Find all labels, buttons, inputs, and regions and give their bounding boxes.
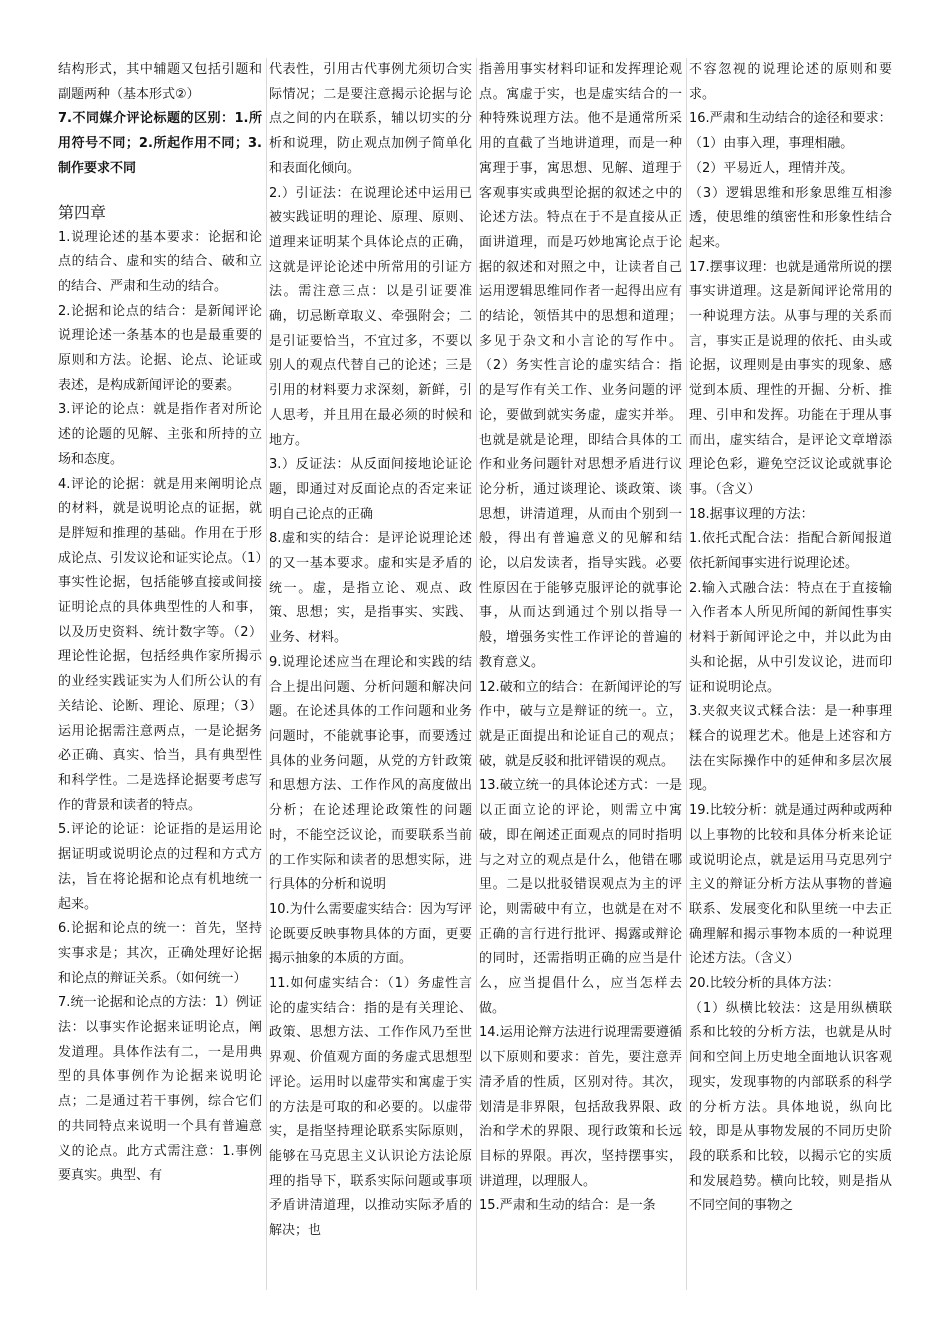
paragraph: 16.严肃和生动结合的途径和要求： xyxy=(689,111,892,127)
chapter-heading: 第四章 xyxy=(58,202,107,222)
paragraph: 1.依托式配合法：指配合新闻报道依托新闻事实进行说理论述。 xyxy=(689,531,892,572)
paragraph: （2）平易近人，理情并茂。 xyxy=(689,160,854,176)
text-column-3 xyxy=(476,58,686,1290)
paragraph: 17.摆事议理：也就是通常所说的摆事实讲道理。这是新闻评论常用的一种说理方法。从事与理的关系而言，事实正是说理的依托、由头或论据，议理则是由事实的现象、感觉到本质、理性的开掘、分析、推理、引申和发挥。功能在于理从事而出，虚实结合，是评论文章增添理论色彩，避免空泛议论或就事论事。（含义） xyxy=(689,259,892,497)
paragraph: 12.破和立的结合：在新闻评论的写作中，破与立是辩证的统一。立，就是正面提出和论证自己的观点；破，就是反驳和批评错误的观点。 xyxy=(479,679,682,769)
paragraph: 指善用事实材料印证和发挥理论观点。寓虚于实，也是虚实结合的一种特殊说理方法。他不是通常所采用的直截了当地讲道理，而是一种寓理于事，寓思想、见解、道理于客观事实或典型论据的叙述之中的论述方法。特点在于不是直接从正面讲道理，而是巧妙地寓论点于论据的叙述和对照之中，让读者自己运用逻辑思维同作者一起得出应有的结论，领悟其中的思想和道理；多见于杂文和小言论的写作中。（2）务实性言论的虚实结合：指的是写作有关工作、业务问题的评论，要做到就实务虚，虚实并举。也就是就是论理，即结合具体的工作和业务问题针对思想矛盾进行议论分析，通过谈理论、谈政策、谈思想，讲清道理，从而由个别到一般，得出有普遍意义的见解和结论，以启发读者，指导实践。必要性原因在于能够克服评论的就事论事，从而达到通过个别以指导一般，增强务实性工作评论的普遍的教育意义。 xyxy=(479,62,682,670)
paragraph: （3）逻辑思维和形象思维互相渗透，使思维的缜密性和形象性结合起来。 xyxy=(689,185,892,250)
text-column-4 xyxy=(686,58,896,1290)
paragraph: 19.比较分析：就是通过两种或两种以上事物的比较和具体分析来论证或说明论点，就是运用马克思列宁主义的辩证分析方法从事物的普遍联系、发展变化和队里统一中去正确理解和揭示事物本质的一种说理论述方法。（含义） xyxy=(689,803,892,967)
paragraph: （1）由事入理，事理相融。 xyxy=(689,136,854,152)
paragraph: （1）纵横比较法：这是用纵横联系和比较的分析方法，也就是从时间和空间上历史地全面地认识客观现实，发现事物的内部联系的科学的分析方法。具体地说，纵向比较，即是从事物发展的不同历史阶段的联系和比较，以揭示它的实质和发展趋势。横向比较，则是指从不同空间的事物之 xyxy=(689,1000,892,1214)
text-column-2 xyxy=(266,58,476,1290)
paragraph: 15.严肃和生动的结合：是一条 xyxy=(479,1198,656,1214)
document-page xyxy=(56,58,898,1290)
paragraph: 2.）引证法：在说理论述中运用已被实践证明的理论、原理、原则、道理来证明某个具体论点的正确，这就是评论论述中所常用的引证方法。需注意三点：以是引证要准确，切忌断章取义、牵强附会；二是引证要恰当，不宜过多，不要以别人的观点代替自己的论述；三是引用的材料要力求深刻，新鲜，引人思考，并且用在最必须的时候和地方。 xyxy=(269,185,472,448)
paragraph: 7.统一论据和论点的方法：1）例证法：以事实作论据来证明论点，阐发道理。具体作法有二，一是用典型的具体事例作为论据来说明论点；二是通过若干事例，综合它们的共同特点来说明一个具有普遍意义的论点。此方式需注意：1.事例要真实。典型、有 xyxy=(58,995,262,1184)
text-column-1 xyxy=(56,58,266,1290)
paragraph: 10.为什么需要虚实结合：因为写评论既要反映事物具体的方面，更要揭示抽象的本质的方面。 xyxy=(269,901,472,967)
paragraph: 3.夹叙夹议式糅合法：是一种事理糅合的说理艺术。他是上述容和方法在实际操作中的延伸和多层次展现。 xyxy=(689,704,892,794)
paragraph: 不容忽视的说理论述的原则和要求。 xyxy=(689,62,892,102)
paragraph: 2.输入式融合法：特点在于直接输入作者本人所见所闻的新闻性事实材料于新闻评论之中，并以此为由头和论据，从中引发议论，进而印证和说明论点。 xyxy=(689,580,892,695)
paragraph: 9.说理论述应当在理论和实践的结合上提出问题、分析问题和解决问题。在论述具体的工作问题和业务问题时，不能就事论事，而要透过具体的业务问题，从党的方针政策和思想方法、工作作风的高度做出分析；在论述理论政策性的问题时，不能空泛议论，而要联系当前的工作实际和读者的思想实际，进行具体的分析和说明 xyxy=(269,654,472,893)
paragraph: 18.据事议理的方法： xyxy=(689,506,814,522)
paragraph: 6.论据和论点的统一：首先，坚持实事求是；其次，正确处理好论据和论点的辩证关系。（如何统一） xyxy=(58,921,262,986)
paragraph: 14.运用论辩方法进行说理需要遵循以下原则和要求：首先，要注意弄清矛盾的性质，区别对待。其次，划清是非界限，包括敌我界限、政治和学术的界限、现行政策和长远目标的界限。再次，坚持摆事实，讲道理，以理服人。 xyxy=(479,1025,682,1189)
paragraph: 3.）反证法：从反面间接地论证论题，即通过对反面论点的否定来证明自己论点的正确 xyxy=(269,457,472,522)
paragraph: 11.如何虚实结合：（1）务虚性言论的虚实结合：指的是有关理论、政策、思想方法、工作作风乃至世界观、价值观方面的务虚式思想型评论。运用时以虚带实和寓虚于实的方法是可取的和必要的。以虚带实，是指坚持理论联系实际原则，能够在马克思主义认识论方法论原理的指导下，联系实际问题或事项矛盾讲清道理，以推动实际矛盾的解决；也 xyxy=(269,976,472,1239)
paragraph: 代表性，引用古代事例尤须切合实际情况；二是要注意揭示论据与论点之间的内在联系，辅以切实的分析和说理，防止观点加例子简单化和表面化倾向。 xyxy=(269,62,472,176)
paragraph: 20.比较分析的具体方法： xyxy=(689,976,840,992)
paragraph: 1.说理论述的基本要求：论据和论点的结合、虚和实的结合、破和立的结合、严肃和生动的结合。 xyxy=(58,229,262,294)
paragraph-bold: 7.不同媒介评论标题的区别：1.所用符号不同；2.所起作用不同；3.制作要求不同 xyxy=(58,111,262,176)
paragraph: 3.评论的论点：就是指作者对所论述的论题的见解、主张和所持的立场和态度。 xyxy=(58,402,262,467)
paragraph: 2.论据和论点的结合：是新闻评论说理论述一条基本的也是最重要的原则和方法。论据、论点、论证或表述，是构成新闻评论的要素。 xyxy=(58,303,262,393)
paragraph: 5.评论的论证：论证指的是运用论据证明或说明论点的过程和方式方法，旨在将论据和论点有机地统一起来。 xyxy=(58,822,262,912)
paragraph: 13.破立统一的具体论述方式：一是以正面立论的评论，则需立中寓破，即在阐述正面观点的同时指明与之对立的观点是什么，他错在哪里。二是以批驳错误观点为主的评论，则需破中有立，也就是在对不正确的言行进行批评、揭露或辩论的同时，还需指明正确的应当是什么，应当提倡什么，应当怎样去做。 xyxy=(479,778,682,1016)
paragraph: 4.评论的论据：就是用来阐明论点的材料，就是说明论点的证据，就是胖短和推理的基础。作用在于形成论点、引发议论和证实论点。（1）事实性论据，包括能够直接或间接证明论点的具体典型性的人和事，以及历史资料、统计数字等。（2）理论性论据，包括经典作家所揭示的业经实践证实为人们所公认的有关结论、论断、理论、原理；（3）运用论据需注意两点，一是论据务必正确、真实、恰当，具有典型性和科学性。二是选择论据要考虑写作的背景和读者的特点。 xyxy=(58,476,262,813)
paragraph: 结构形式，其中辅题又包括引题和副题两种（基本形式②） xyxy=(58,62,262,102)
paragraph: 8.虚和实的结合：是评论说理论述的又一基本要求。虚和实是矛盾的统一。虚，是指立论、观点、政策、思想；实，是指事实、实践、业务、材料。 xyxy=(269,531,472,646)
